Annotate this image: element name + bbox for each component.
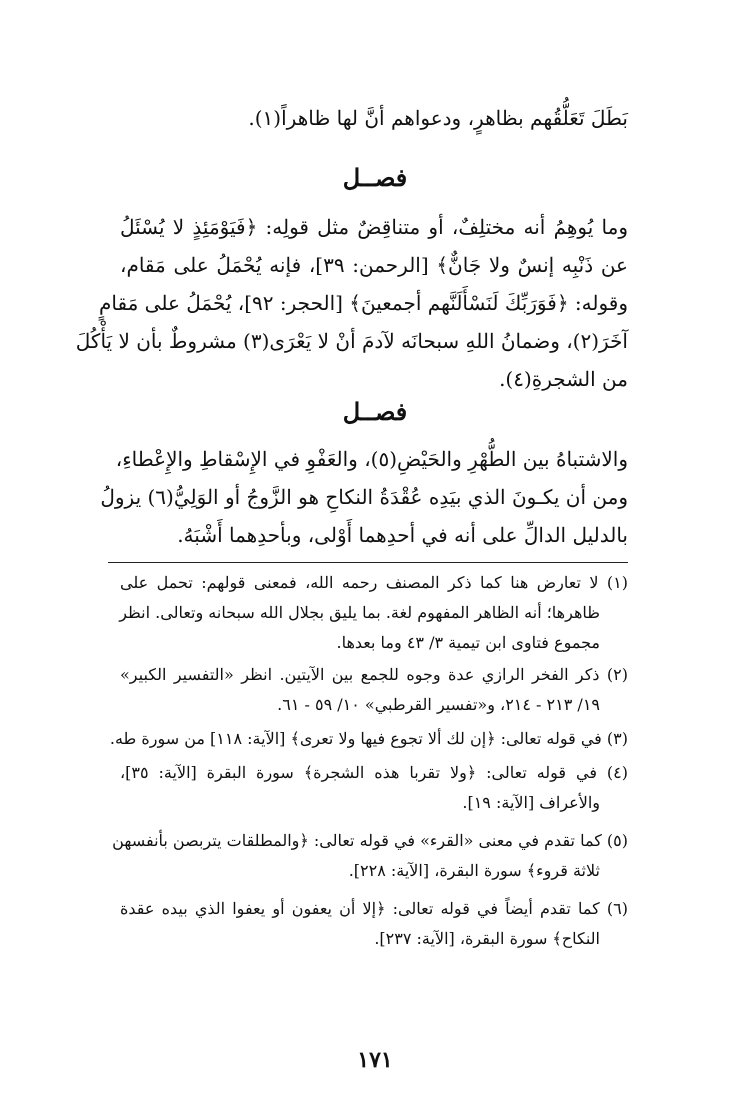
paragraph-2-line-3: بالدليل الدالِّ على أنه في أحدِهما أَوْلى، وبأحدِهما أَشْبَهُ. [177, 523, 628, 547]
paragraph-2-line-2: ومن أن يكـونَ الذي بيَدِه عُقْدَةُ النكاحِ هو الزَّوجُ أو الوَلِيُّ(٦) يزولُ [100, 485, 628, 509]
footnote-5-line-1: (٥) كما تقدم في معنى «القرء» في قوله تعالى: ﴿والمطلقات يتربصن بأنفسهن [112, 831, 628, 850]
page-number: ١٧١ [357, 1047, 393, 1073]
paragraph-2-line-1: والاشتباهُ بين الطُّهْرِ والحَيْضِ(٥)، والعَفْوِ في الإِسْقاطِ والإِعْطاءِ، [115, 447, 628, 471]
footnote-1-line-1: (١) لا تعارض هنا كما ذكر المصنف رحمه الله، فمعنى قولهم: تحمل على [120, 573, 628, 592]
footnote-1-line-2: ظاهرها؛ أنه الظاهر المفهوم لغة. بما يليق بجلال الله سبحانه وتعالى. انظر [119, 603, 600, 622]
paragraph-1-line-3: وقوله: ﴿فَوَرَبِّكَ لَنَسْأَلَنَّهم أجمعينَ﴾ [الحجر: ٩٢]، يُحْمَلُ على مَقامٍ [99, 291, 628, 315]
footnote-4-line-1: (٤) في قوله تعالى: ﴿ولا تقربا هذه الشجرة﴾ سورة البقرة [الآية: ٣٥]، [120, 763, 628, 782]
paragraph-1-line-2: عن ذَنْبِه إنسٌ ولا جَانٌّ﴾ [الرحمن: ٣٩]، فإنه يُحْمَلُ على مَقام، [120, 253, 628, 277]
section-heading-1: فصــل [342, 163, 408, 192]
footnote-1-line-3: مجموع فتاوى ابن تيمية ٣/ ٤٣ وما بعدها. [336, 633, 600, 652]
footnote-6-line-1: (٦) كما تقدم أيضاً في قوله تعالى: ﴿إلا أن يعفون أو يعفوا الذي بيده عقدة [120, 899, 628, 918]
footnote-4-line-2: والأعراف [الآية: ١٩]. [462, 793, 600, 812]
paragraph-1-line-1: وما يُوهِمُ أنه مختلِفٌ، أو متناقِضٌ مثل قولِه: ﴿فَيَوْمَئِذٍ لا يُسْئَلُ [120, 215, 628, 239]
footnote-separator [108, 562, 628, 563]
paragraph-1-line-4: آخَرَ(٢)، وضمانُ اللهِ سبحانَه لآدمَ أنْ لا يَعْرَى(٣) مشروطٌ بأن لا يَأْكُلَ [75, 329, 628, 353]
footnote-6-line-2: النكاح﴾ سورة البقرة، [الآية: ٢٣٧]. [374, 929, 600, 948]
footnote-3-line-1: (٣) في قوله تعالى: ﴿إن لك ألا تجوع فيها ولا تعرى﴾ [الآية: ١١٨] من سورة طه. [109, 729, 628, 748]
intro-line: بَطَلَ تَعَلُّقُهم بظاهرٍ، ودعواهم أنَّ لها ظاهراً(١). [248, 106, 628, 130]
footnote-2-line-2: ١٩/ ٢١٣ - ٢١٤، و«تفسير القرطبي» ١٠/ ٥٩ - ٦١. [277, 695, 600, 714]
paragraph-1-line-5: من الشجرةِ(٤). [499, 367, 628, 391]
section-heading-2: فصــل [342, 397, 408, 426]
footnote-5-line-2: ثلاثة قروء﴾ سورة البقرة، [الآية: ٢٢٨]. [348, 861, 600, 880]
footnote-2-line-1: (٢) ذكر الفخر الرازي عدة وجوه للجمع بين الآيتين. انظر «التفسير الكبير» [120, 665, 628, 684]
